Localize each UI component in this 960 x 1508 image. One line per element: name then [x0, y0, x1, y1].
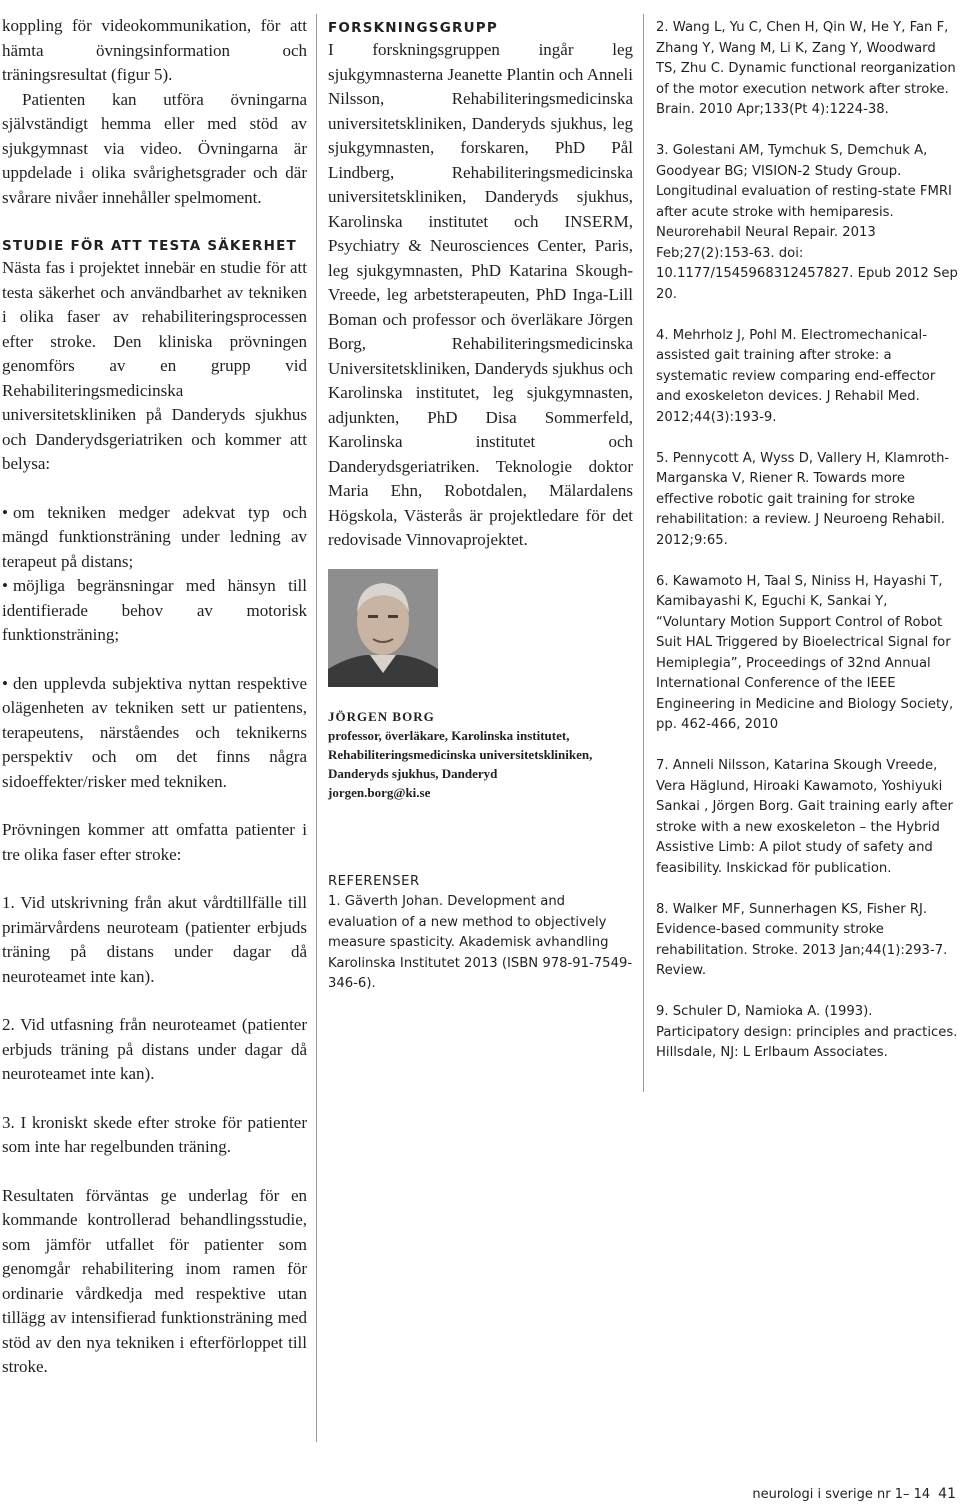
author-photo — [328, 569, 438, 687]
page-footer — [752, 1486, 956, 1502]
reference-item: 3. Golestani AM, Tymchuk S, Demchuk A, Goodyear BG; VISION-2 Study Group. Longitudinal evaluation of resting-state FMRI after acute stroke with hemiparesis. Neurorehabil Neural Repair. 2013 Feb;27(2):153-63. doi: 10.1177/1545968312457827. Epub 2012 Sep 20. — [656, 143, 958, 302]
spacer — [2, 1087, 307, 1111]
spacer — [656, 982, 958, 1003]
column-2 — [328, 18, 633, 995]
spacer — [2, 867, 307, 891]
paragraph-research-group: I forskningsgruppen ingår leg sjukgymnasterna Jeanette Plantin och Anneli Nilsson, Rehabiliteringsmedicinska universitetskliniken, Danderyds sjukhus, leg sjukgymnasten, forskaren, PhD Pål Lindberg, Rehabiliteringsmedicinska universitetskliniken, Danderyds sjukhus, Karolinska institutet och INSERM, Psychiatry & Neurosciences Center, Paris, leg sjukgymnasten, PhD Katarina Skough-Vreede, leg arbetsterapeuten, PhD Inga-Lill Boman och professor och överläkare Jörgen Borg, Rehabiliteringsmedicinska Universitetskliniken, Danderyds sjukhus och Karolinska institutet, leg sjukgymnasten, adjunkten, PhD Disa Sommerfeld, Karolinska institutet och Danderydsgeriatriken. Teknologie doktor Maria Ehn, Robotdalen, Mälardalens Högskola, Västerås är projektledare för det redovisade Vinnovaprojektet. — [328, 40, 634, 549]
spacer — [656, 736, 958, 757]
bullet-icon: • — [2, 673, 8, 693]
reference-item: 4. Mehrholz J, Pohl M. Electromechanical-assisted gait training after stroke: a systematic review comparing end-effector and exoskeleton devices. J Rehabil Med. 2012;44(3):193-9. — [656, 327, 936, 425]
section-heading-research-group: FORSKNINGSGRUPP — [328, 20, 498, 36]
bullet-item: • om tekniken medger adekvat typ och mängd funktionsträning under ledning av terapeut på distans; — [2, 502, 307, 571]
reference-item: 5. Pennycott A, Wyss D, Vallery H, Klamroth-Marganska V, Riener R. Towards more effective robotic gait training for stroke rehabilitation: a review. J Neuroeng Rehabil. 2012;9:65. — [656, 450, 950, 548]
section-heading-safety-study: STUDIE FÖR ATT TESTA SÄKERHET — [2, 238, 297, 254]
spacer — [656, 551, 958, 572]
intro-paragraph: koppling för videokommunikation, för att hämta övningsinformation och träningsresultat (figur 5). — [2, 16, 307, 84]
journal-name: neurologi i sverige nr 1– 14 — [752, 1487, 931, 1502]
paragraph-phases-intro: Prövningen kommer att omfatta patienter i tre olika faser efter stroke: — [2, 820, 307, 864]
author-email[interactable]: jorgen.borg@ki.se — [328, 784, 431, 800]
phase-item: 1. Vid utskrivning från akut vårdtillfälle till primärvårdens neuroteam (patienter erbjuds träning på distans under dagar då neuroteamet inte kan). — [2, 893, 307, 986]
bullet-item: • den upplevda subjektiva nyttan respektive olägenheten av tekniken sett ur patientens, terapeutens, närståendes och teknikerns perspektiv och om det finns några sidoeffekter/risker med tekniken. — [2, 673, 307, 791]
paragraph-study: Nästa fas i projektet innebär en studie för att testa säkerhet och användbarhet av tekniken i olika faser av rehabiliteringsprocessen efter stroke. Den kliniska prövningen genomförs av en grupp vid Rehabiliteringsmedicinska universitetskliniken på Danderyds sjukhus och Danderydsgeriatriken och kommer att belysa: — [2, 258, 307, 473]
spacer — [2, 1160, 307, 1184]
author-affiliation: professor, överläkare, Karolinska institutet, Rehabiliteringsmedicinska universitetskliniken, Danderyds sjukhus, Danderyd — [328, 727, 593, 781]
author-name: JÖRGEN BORG — [328, 708, 435, 724]
spacer — [656, 121, 958, 142]
reference-item: 2. Wang L, Yu C, Chen H, Qin W, He Y, Fan F, Zhang Y, Wang M, Li K, Zang Y, Woodward TS, Zhu C. Dynamic functional reorganization of the motor execution network after stroke. Brain. 2010 Apr;133(Pt 4):1224-38. — [656, 20, 956, 117]
reference-item: 1. Gäverth Johan. Development and evaluation of a new method to objectively measure spasticity. Akademisk avhandling Karolinska Institutet 2013 (ISBN 978-91-7549-346-6). — [328, 894, 633, 991]
phase-item: 3. I kroniskt skede efter stroke för patienter som inte har regelbunden träning. — [2, 1112, 307, 1156]
column-divider-2 — [643, 14, 644, 1092]
page-number: 41 — [938, 1486, 956, 1502]
spacer — [2, 477, 307, 501]
spacer — [2, 794, 307, 818]
column-divider-1 — [316, 14, 317, 1442]
column-3 — [656, 18, 958, 1064]
reference-item: 9. Schuler D, Namioka A. (1993). Participatory design: principles and practices. Hillsdale, NJ: L Erlbaum Associates. — [656, 1004, 958, 1060]
spacer — [656, 879, 958, 900]
reference-item: 6. Kawamoto H, Taal S, Niniss H, Hayashi T, Kamibayashi K, Eguchi K, Sankai Y, “Voluntary Motion Support Control of Robot Suit HAL Triggered by Bioelectrical Signal for Hemiplegia”, Proceedings of 32nd Annual International Conference of the IEEE Engineering in Medicine and Biology Society, pp. 462-466, 2010 — [656, 573, 954, 732]
column-1 — [2, 14, 307, 1380]
phase-item: 2. Vid utfasning från neuroteamet (patienter erbjuds träning på distans under dagar då neuroteamet inte kan). — [2, 1015, 307, 1083]
bullet-icon: • — [2, 502, 8, 522]
spacer — [656, 428, 958, 449]
bullet-item: • möjliga begränsningar med hänsyn till identifierade behov av motorisk funktionsträning; — [2, 576, 307, 644]
reference-item: 7. Anneli Nilsson, Katarina Skough Vreede, Vera Häglund, Hiroaki Kawamoto, Yoshiyuki Sankai , Jörgen Borg. Gait training early after stroke with a new exoskeleton – the Hybrid Assistive Limb: A pilot study of safety and feasibility. Inskickad för publication. — [656, 758, 953, 876]
references-heading: REFERENSER — [328, 873, 420, 889]
reference-item: 8. Walker MF, Sunnerhagen KS, Fisher RJ. Evidence-based community stroke rehabilitation. Stroke. 2013 Jan;44(1):293-7. Review. — [656, 901, 948, 978]
spacer — [2, 648, 307, 672]
spacer — [656, 305, 958, 326]
spacer — [328, 802, 633, 872]
spacer — [2, 210, 307, 236]
paragraph-exercises: Patienten kan utföra övningarna självständigt hemma eller med stöd av sjukgymnast via video. Övningarna är uppdelade i olika svårighetsgrader och där svårare nivåer innehåller spelmoment. — [2, 89, 307, 207]
bullet-icon: • — [2, 576, 8, 595]
paragraph-results: Resultaten förväntas ge underlag för en kommande kontrollerad behandlingsstudie, som jämför utfallet för patienter som genomgår rehabilitering inom ramen för ordinarie vårdkedja med respektive utan tillägg av intensifierad funktionsträning med stöd av den nya tekniken i efterförloppet till stroke. — [2, 1185, 307, 1376]
spacer — [2, 989, 307, 1013]
